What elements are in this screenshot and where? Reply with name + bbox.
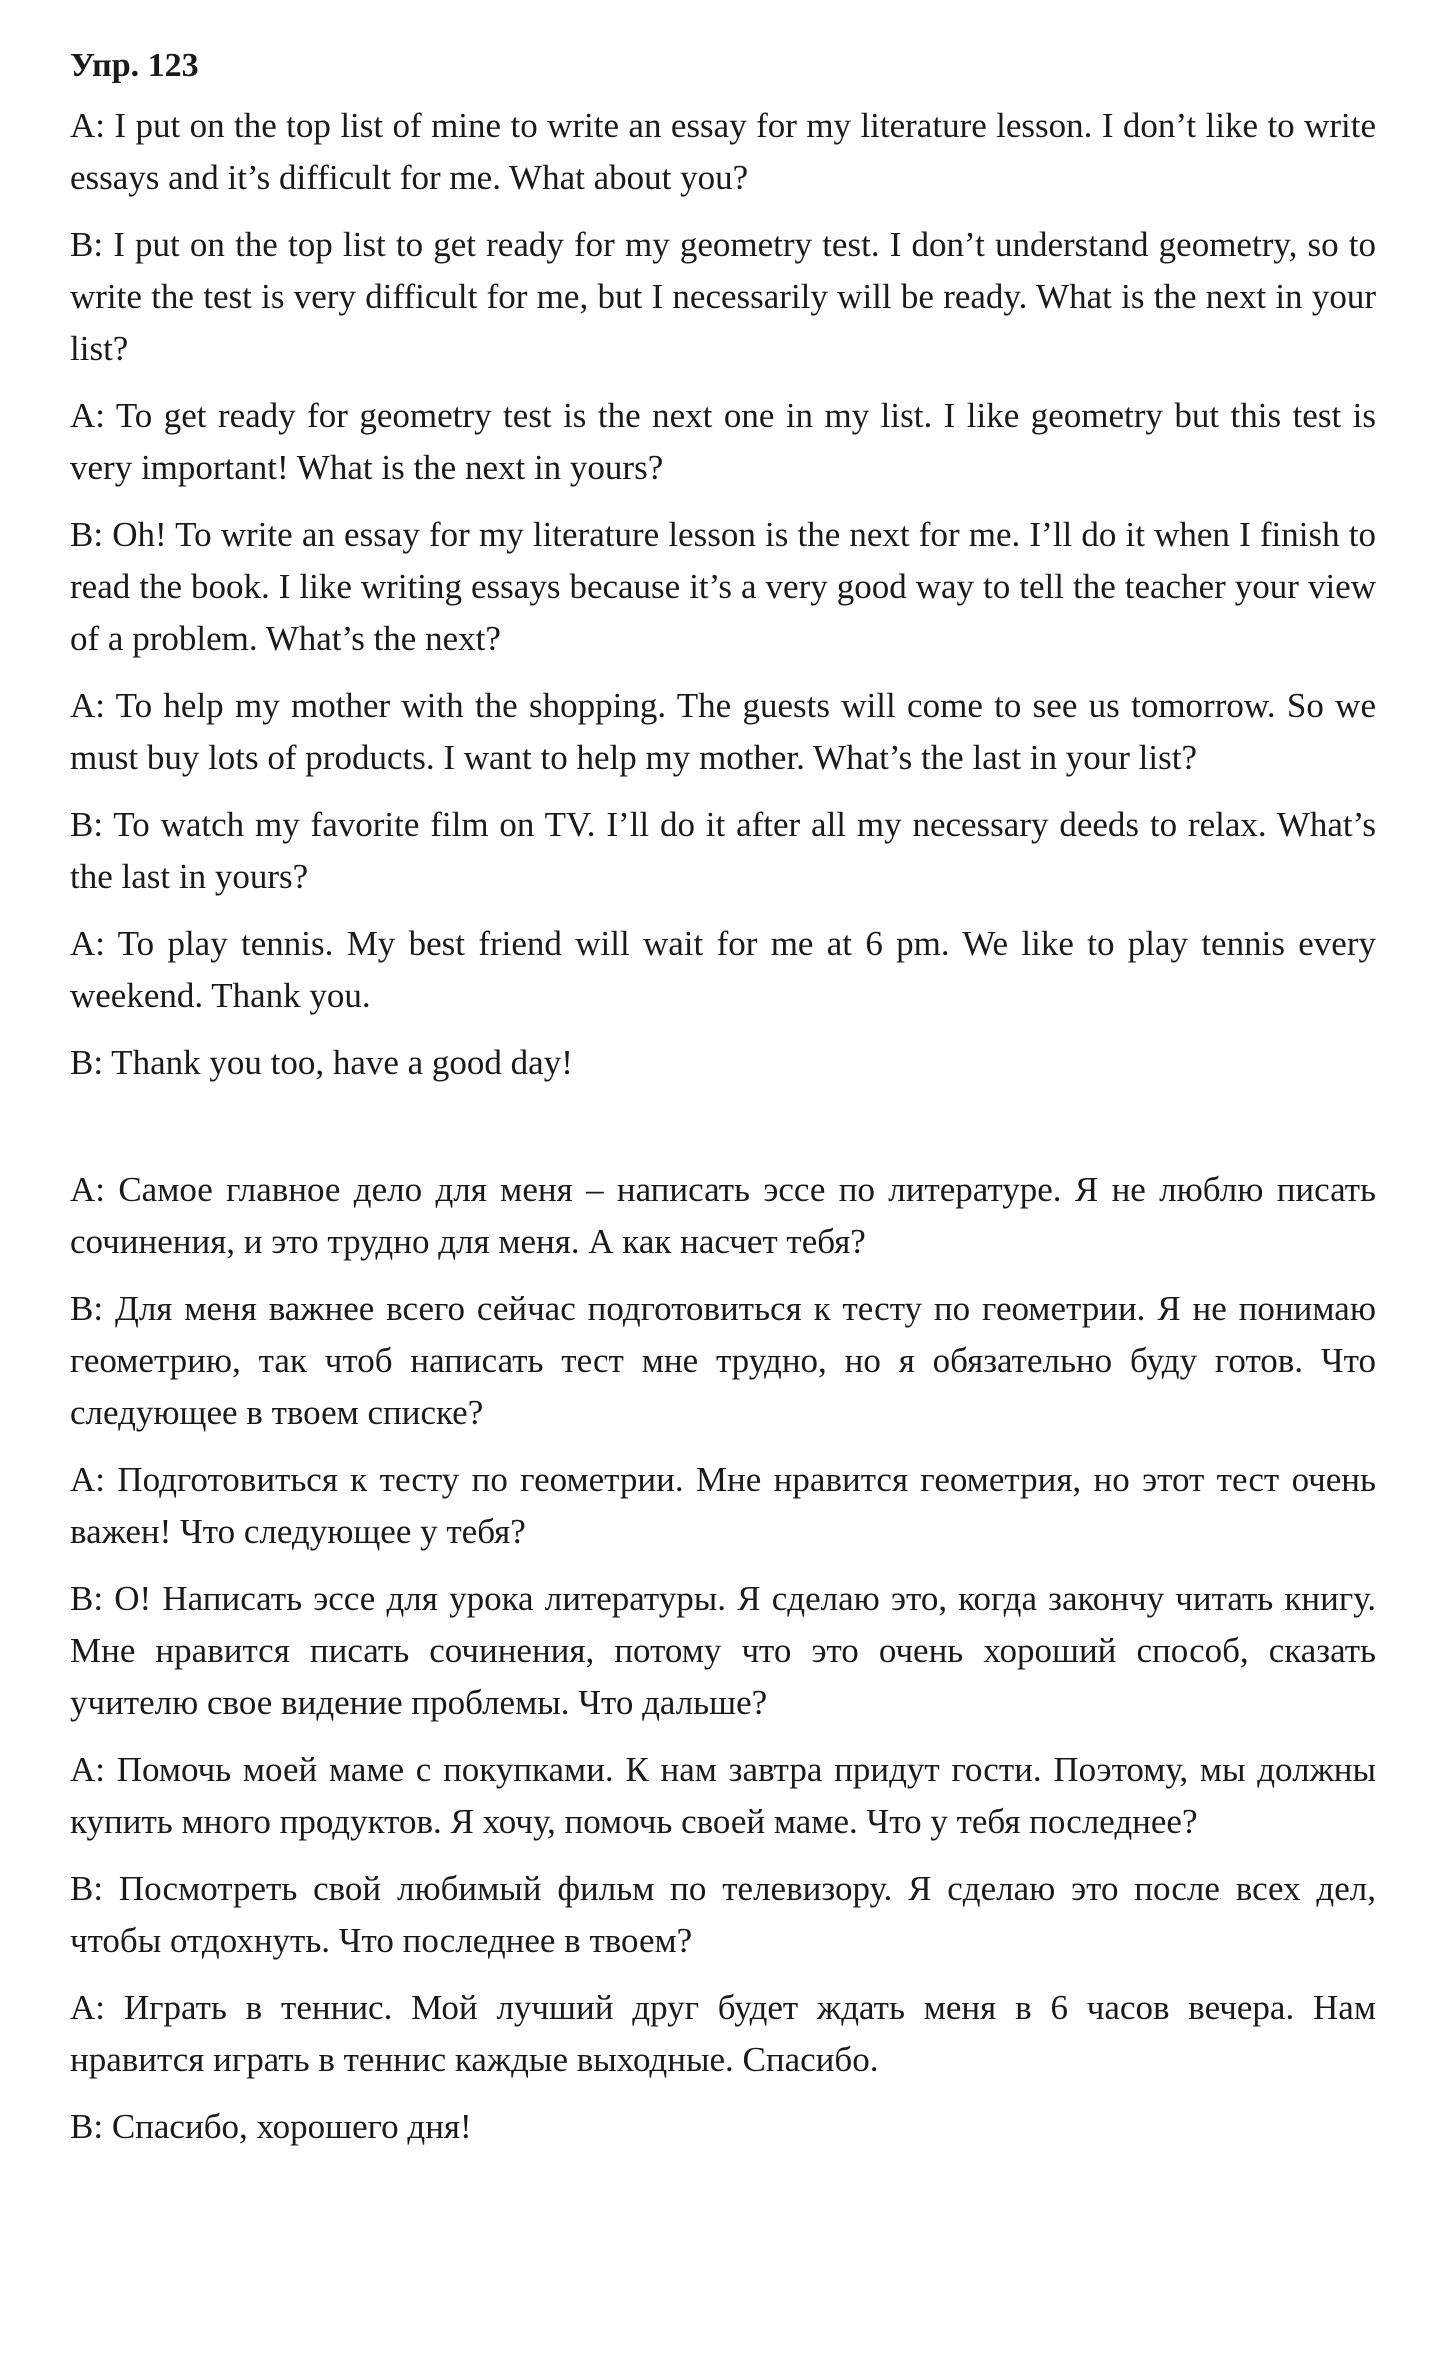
dialogue-line-ru: B: Посмотреть свой любимый фильм по телевизору. Я сделаю это после всех дел, чтобы отдохнуть. Что последнее в твоем? [70,1869,1376,1960]
dialogue-line-ru: B: О! Написать эссе для урока литературы. Я сделаю это, когда закончу читать книгу. Мне нравится писать сочинения, потому что это очень хороший способ, сказать учителю свое видение проблемы. Что дальше? [70,1579,1376,1722]
dialogue-line-en: A: I put on the top list of mine to write an essay for my literature lesson. I don’t like to write essays and it’s difficult for me. What about you? [70,106,1376,197]
dialogue-line-en: B: Thank you too, have a good day! [70,1043,573,1082]
dialogue-line-en: B: I put on the top list to get ready for my geometry test. I don’t understand geometry, so to write the test is very difficult for me, but I necessarily will be ready. What is the next in your list? [70,225,1376,368]
exercise-title: Упр. 123 [70,47,199,84]
dialogue-line-ru: A: Самое главное дело для меня – написать эссе по литературе. Я не люблю писать сочинения, и это трудно для меня. А как насчет тебя? [70,1170,1376,1261]
section-gap [70,1104,1376,1164]
dialogue-line-ru: A: Играть в теннис. Мой лучший друг будет ждать меня в 6 часов вечера. Нам нравится играть в теннис каждые выходные. Спасибо. [70,1988,1376,2079]
dialogue-line-ru: B: Для меня важнее всего сейчас подготовиться к тесту по геометрии. Я не понимаю геометрию, так чтоб написать тест мне трудно, но я обязательно буду готов. Что следующее в твоем списке? [70,1289,1376,1432]
dialogue-line-en: A: To play tennis. My best friend will wait for me at 6 pm. We like to play tennis every weekend. Thank you. [70,924,1376,1015]
dialogue-line-ru: A: Подготовиться к тесту по геометрии. Мне нравится геометрия, но этот тест очень важен! Что следующее у тебя? [70,1460,1376,1551]
dialogue-line-ru: A: Помочь моей маме с покупками. К нам завтра придут гости. Поэтому, мы должны купить много продуктов. Я хочу, помочь своей маме. Что у тебя последнее? [70,1750,1376,1841]
english-dialogue [70,100,1376,1089]
russian-dialogue [70,1164,1376,2153]
dialogue-line-en: A: To get ready for geometry test is the next one in my list. I like geometry but this test is very important! What is the next in yours? [70,396,1376,487]
document-page [70,40,1376,2168]
dialogue-line-en: A: To help my mother with the shopping. The guests will come to see us tomorrow. So we must buy lots of products. I want to help my mother. What’s the last in your list? [70,686,1376,777]
dialogue-line-en: B: Oh! To write an essay for my literature lesson is the next for me. I’ll do it when I finish to read the book. I like writing essays because it’s a very good way to tell the teacher your view of a problem. What’s the next? [70,515,1376,658]
dialogue-line-en: B: To watch my favorite film on TV. I’ll do it after all my necessary deeds to relax. What’s the last in yours? [70,805,1376,896]
dialogue-line-ru: B: Спасибо, хорошего дня! [70,2107,472,2146]
